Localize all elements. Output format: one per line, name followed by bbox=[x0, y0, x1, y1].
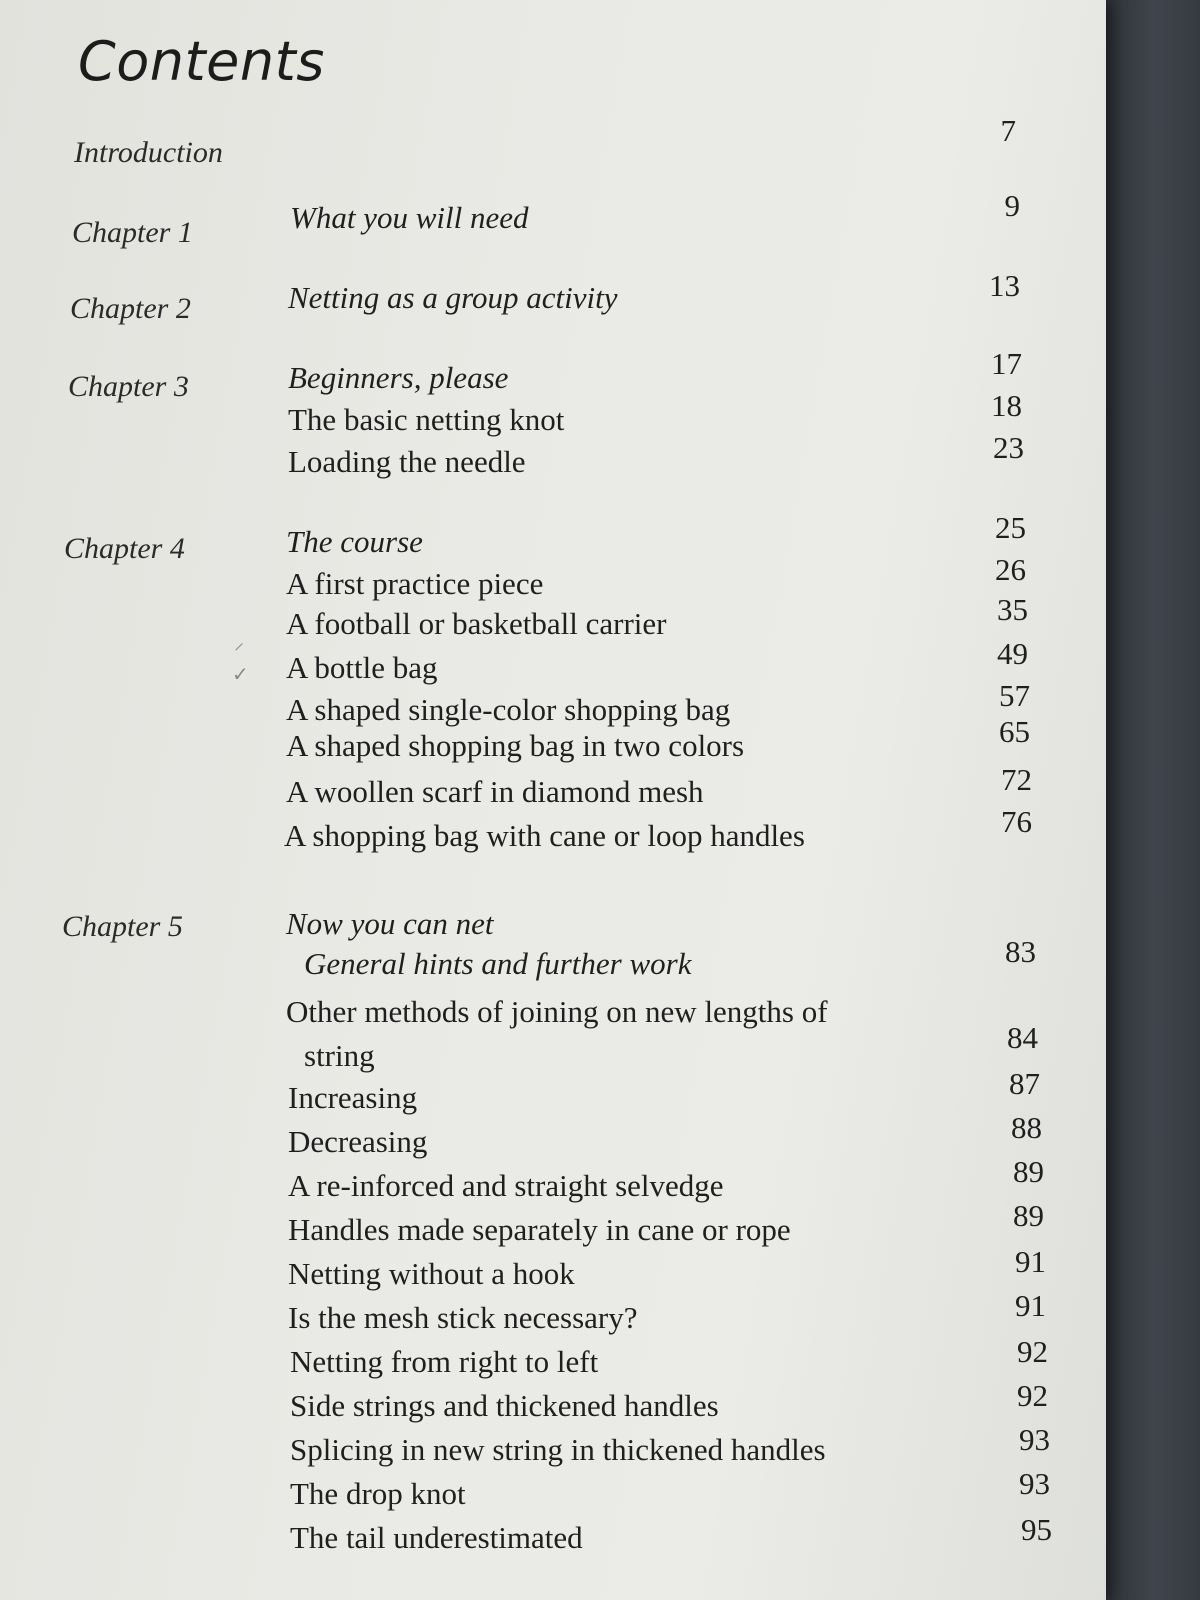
toc-entry-title: A shaped shopping bag in two colors bbox=[286, 728, 745, 763]
toc-entry-page: 26 bbox=[995, 552, 1026, 587]
toc-entry-page: 35 bbox=[997, 592, 1028, 627]
page-title: Contents bbox=[78, 30, 325, 93]
toc-entry-page: 92 bbox=[1017, 1334, 1048, 1369]
toc-entry-page: 92 bbox=[1017, 1378, 1048, 1413]
toc-entry-title: Side strings and thickened handles bbox=[290, 1388, 719, 1423]
intro-page: 7 bbox=[1000, 113, 1016, 148]
toc-entry-title: A shopping bag with cane or loop handles bbox=[284, 818, 805, 853]
pencil-check-mark: ⸝ bbox=[234, 630, 244, 654]
toc-entry-title: Increasing bbox=[288, 1080, 418, 1115]
toc-entry-title: Splicing in new string in thickened handles bbox=[290, 1432, 826, 1467]
toc-entry-page: 89 bbox=[1013, 1198, 1044, 1233]
toc-entry-title: A first practice piece bbox=[286, 566, 544, 601]
background-edge bbox=[1106, 0, 1200, 1600]
toc-entry-page: 84 bbox=[1007, 1020, 1038, 1055]
toc-entry-page: 18 bbox=[991, 388, 1022, 423]
toc-entry-title: Decreasing bbox=[288, 1124, 428, 1159]
toc-entry-page: 91 bbox=[1015, 1288, 1046, 1323]
toc-entry-page: 9 bbox=[1004, 188, 1020, 223]
chapter-3-label: Chapter 3 bbox=[68, 370, 189, 403]
toc-entry-title: Handles made separately in cane or rope bbox=[288, 1212, 791, 1247]
toc-entry-page: 25 bbox=[995, 510, 1026, 545]
toc-entry-title: Netting as a group activity bbox=[288, 280, 618, 315]
toc-entry-title: Netting from right to left bbox=[290, 1344, 599, 1379]
toc-entry-page: 91 bbox=[1015, 1244, 1046, 1279]
toc-entry-title: A woollen scarf in diamond mesh bbox=[286, 774, 704, 809]
toc-entry-title: The basic netting knot bbox=[288, 402, 565, 437]
chapter-4-label: Chapter 4 bbox=[64, 532, 185, 565]
toc-entry-page: 83 bbox=[1005, 934, 1036, 969]
toc-entry-title: Now you can net bbox=[286, 906, 494, 941]
toc-entry-page: 93 bbox=[1019, 1466, 1050, 1501]
toc-entry-page: 87 bbox=[1009, 1066, 1040, 1101]
intro-label: Introduction bbox=[74, 136, 223, 169]
toc-entry-title: The course bbox=[286, 524, 423, 559]
toc-entry-title: General hints and further work bbox=[304, 946, 692, 981]
toc-entry-page: 49 bbox=[997, 636, 1028, 671]
toc-entry-title: Is the mesh stick necessary? bbox=[288, 1300, 638, 1335]
chapter-2-label: Chapter 2 bbox=[70, 292, 191, 325]
toc-entry-page: 93 bbox=[1019, 1422, 1050, 1457]
toc-entry-title: Netting without a hook bbox=[288, 1256, 575, 1291]
pencil-check-mark: ✓ bbox=[232, 662, 249, 686]
toc-entry-title: Other methods of joining on new lengths of bbox=[286, 994, 828, 1029]
toc-entry-page: 65 bbox=[999, 714, 1030, 749]
toc-entry-page: 23 bbox=[993, 430, 1024, 465]
toc-entry-title: A bottle bag bbox=[286, 650, 438, 685]
toc-entry-title: A shaped single-color shopping bag bbox=[286, 692, 731, 727]
toc-entry-page: 72 bbox=[1001, 762, 1032, 797]
toc-entry-title: The drop knot bbox=[290, 1476, 466, 1511]
toc-entry-page: 95 bbox=[1021, 1512, 1052, 1547]
toc-entry-page: 89 bbox=[1013, 1154, 1044, 1189]
toc-entry-page: 88 bbox=[1011, 1110, 1042, 1145]
toc-entry-title: What you will need bbox=[290, 200, 529, 235]
toc-entry-page: 13 bbox=[989, 268, 1020, 303]
toc-entry-title: Loading the needle bbox=[288, 444, 526, 479]
toc-entry-title: The tail underestimated bbox=[290, 1520, 583, 1555]
toc-entry-title: Beginners, please bbox=[288, 360, 509, 395]
toc-entry-continuation: string bbox=[304, 1038, 375, 1073]
toc-entry-page: 17 bbox=[991, 346, 1022, 381]
toc-entry-page: 57 bbox=[999, 678, 1030, 713]
chapter-1-label: Chapter 1 bbox=[72, 216, 193, 249]
toc-entry-page: 76 bbox=[1001, 804, 1032, 839]
chapter-5-label: Chapter 5 bbox=[62, 910, 183, 943]
toc-entry-title: A football or basketball carrier bbox=[286, 606, 667, 641]
toc-entry-title: A re-inforced and straight selvedge bbox=[288, 1168, 724, 1203]
